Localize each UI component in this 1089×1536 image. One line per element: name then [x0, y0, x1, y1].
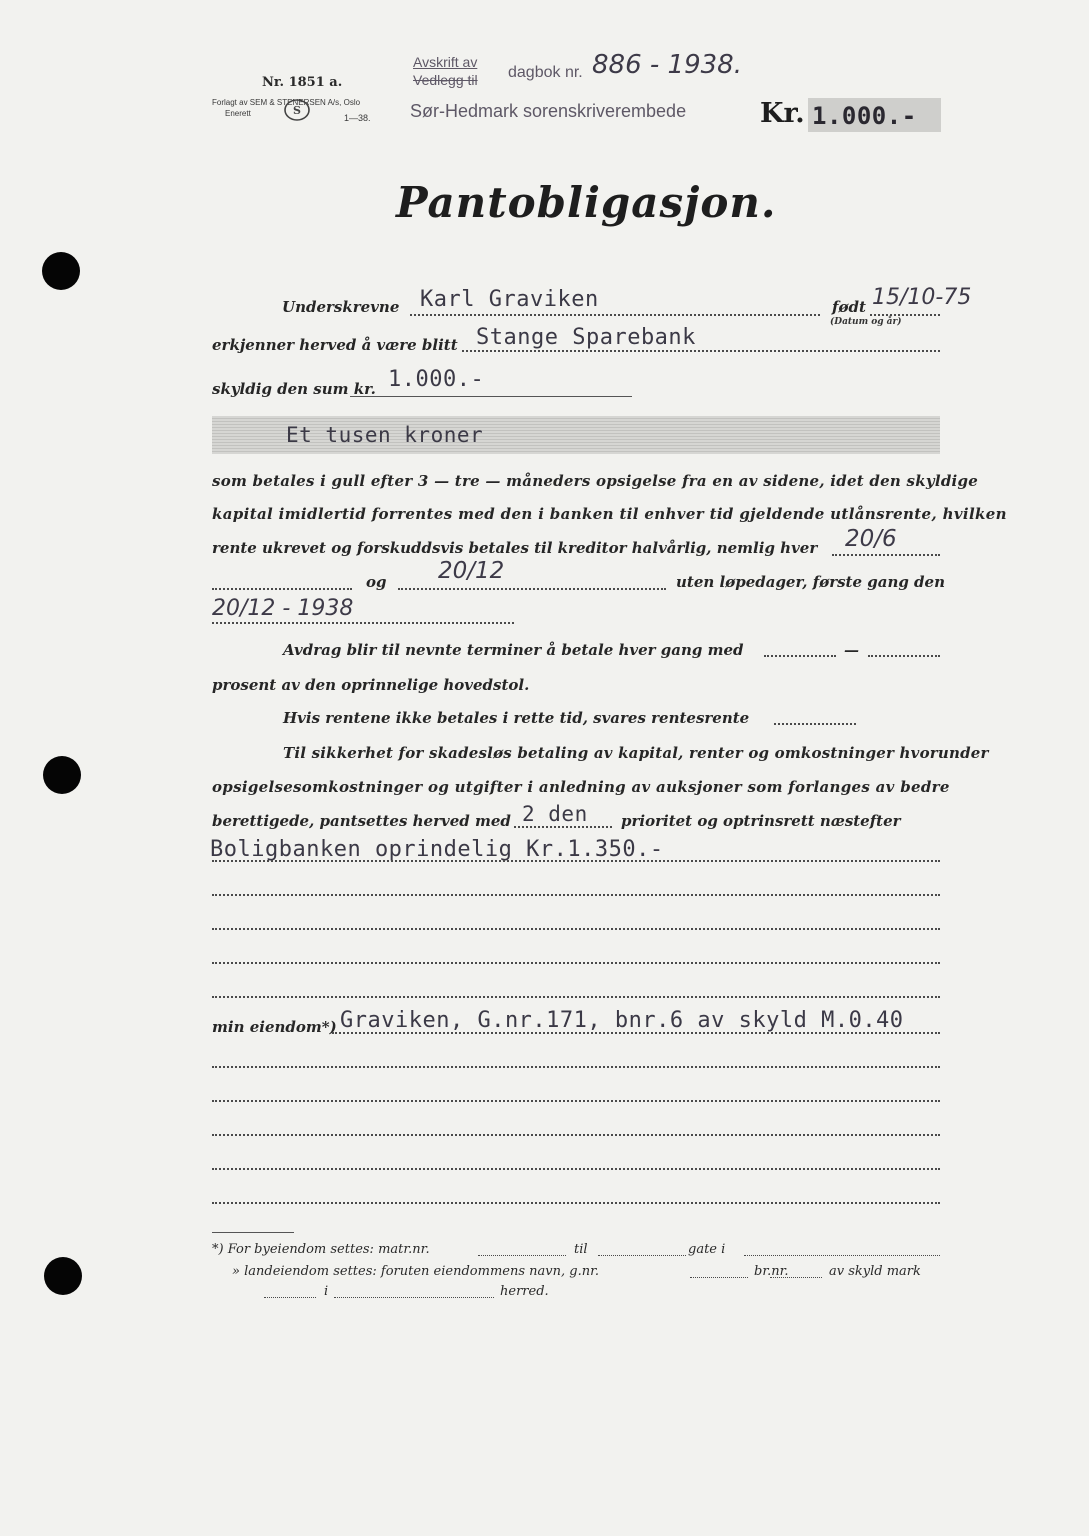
property-value: Graviken, G.nr.171, bnr.6 av skyld M.0.40 — [340, 1008, 904, 1033]
body-line-2: kapital imidlertid forrentes med den i banken til enhver tid gjeldende utlånsrente, hvilken — [212, 505, 1007, 523]
footnote-dots-6 — [264, 1297, 316, 1298]
rentesrente-text: Hvis rentene ikke betales i rette tid, svares rentesrente — [283, 709, 750, 727]
footnote-line-1b: til — [574, 1242, 588, 1257]
term-og: og — [366, 573, 387, 591]
blank-line-1 — [212, 894, 940, 896]
footnote-divider — [212, 1232, 294, 1233]
binder-hole-top — [42, 252, 80, 290]
priority-value: 2 den — [522, 802, 588, 826]
footnote-dots-4 — [690, 1277, 748, 1278]
property-label: min eiendom*) — [212, 1018, 337, 1036]
security-line-3-start: berettigede, pantsettes herved med — [212, 812, 511, 830]
avdrag-line-1 — [764, 655, 836, 657]
creditor-line — [462, 350, 940, 352]
undersigned-value: Karl Graviken — [420, 287, 599, 312]
footnote-dots-1 — [478, 1255, 566, 1256]
footnote-dots-7 — [334, 1297, 494, 1298]
amount-label: Kr. — [760, 98, 805, 129]
blank-line-3 — [212, 962, 940, 964]
amount-value: 1.000.- — [812, 102, 917, 130]
footnote-dots-3 — [744, 1255, 940, 1256]
footnote-line-1a: *) For byeiendom settes: matr.nr. — [212, 1242, 430, 1257]
publisher-date: 1—38. — [344, 113, 371, 123]
blank-line-9 — [212, 1202, 940, 1204]
prior-lien-value: Boligbanken oprindelig Kr.1.350.- — [210, 837, 664, 862]
stamp-vedlegg: Vedlegg til — [413, 72, 478, 88]
term1-line — [832, 554, 940, 556]
blank-line-5 — [212, 1066, 940, 1068]
publisher-enerett: Enerett — [225, 109, 251, 118]
creditor-value: Stange Sparebank — [476, 325, 696, 350]
dagbok-number: 886 - 1938. — [592, 50, 742, 80]
publisher-line: Forlagt av SEM & STENERSEN A/s, Oslo — [212, 98, 361, 107]
binder-hole-middle — [43, 756, 81, 794]
body-line-4-end: uten løpedager, første gang den — [676, 573, 945, 591]
footnote-line-2a: » landeiendom settes: foruten eiendommens navn, g.nr. — [232, 1264, 599, 1279]
sum-value: 1.000.- — [388, 367, 485, 392]
avdrag-dash: — — [844, 641, 859, 659]
svg-text:S: S — [293, 104, 301, 117]
blank-line-2 — [212, 928, 940, 930]
binder-hole-bottom — [44, 1257, 82, 1295]
security-line-1: Til sikkerhet for skadesløs betaling av kapital, renter og omkostninger hvorunder — [283, 744, 989, 762]
body-line-3: rente ukrevet og forskuddsvis betales til kreditor halvårlig, nemlig hver — [212, 539, 818, 557]
undersigned-line — [410, 314, 820, 316]
born-hint: (Datum og år) — [830, 317, 902, 327]
footnote-line-2b: br.nr. — [754, 1264, 789, 1279]
term-line-left — [212, 588, 352, 590]
rentesrente-line — [774, 723, 856, 725]
sum-words: Et tusen kroner — [286, 423, 484, 447]
sum-line — [350, 396, 632, 397]
born-value: 15/10-75 — [872, 285, 972, 310]
avdrag-line-2 — [868, 655, 940, 657]
footnote-dots-2 — [598, 1255, 686, 1256]
sum-label: skyldig den sum kr. — [212, 380, 376, 398]
term1-value: 20/6 — [845, 526, 897, 552]
term2-line — [398, 588, 666, 590]
publisher-logo-icon — [283, 98, 311, 122]
security-line-3-end: prioritet og optrinsrett næstefter — [621, 812, 901, 830]
undersigned-label: Underskrevne — [282, 298, 400, 316]
stamp-avskrift: Avskrift av — [413, 54, 478, 70]
priority-line — [514, 826, 612, 828]
blank-line-7 — [212, 1134, 940, 1136]
first-date-line — [212, 622, 514, 624]
prior-lien-line — [212, 860, 940, 862]
term2-value: 20/12 — [438, 558, 505, 584]
footnote-line-3b: herred. — [500, 1284, 549, 1299]
first-date-value: 20/12 - 1938 — [212, 596, 354, 621]
footnote-dots-5 — [770, 1277, 822, 1278]
blank-line-8 — [212, 1168, 940, 1170]
footnote-line-1c: gate i — [688, 1242, 726, 1257]
form-number: Nr. 1851 a. — [262, 75, 343, 90]
document-title: Pantobligasjon. — [396, 178, 777, 227]
footnote-line-2c: av skyld mark — [829, 1264, 921, 1279]
blank-line-4 — [212, 996, 940, 998]
blank-line-6 — [212, 1100, 940, 1102]
avdrag-text: Avdrag blir til nevnte terminer å betale hver gang med — [283, 641, 744, 659]
footnote-line-3a: i — [324, 1284, 329, 1299]
born-line — [870, 314, 940, 316]
stamp-office: Sør-Hedmark sorenskriverembede — [410, 101, 687, 121]
body-line-1: som betales i gull efter 3 — tre — måneders opsigelse fra en av sidene, idet den skyldige — [212, 472, 979, 490]
born-label: født — [832, 298, 866, 316]
stamp-dagbok: dagbok nr. — [508, 64, 583, 81]
security-line-2: opsigelsesomkostninger og utgifter i anledning av auksjoner som forlanges av bedre — [212, 778, 950, 796]
prosent-text: prosent av den oprinnelige hovedstol. — [212, 676, 530, 694]
creditor-label: erkjenner herved å være blitt — [212, 336, 458, 354]
